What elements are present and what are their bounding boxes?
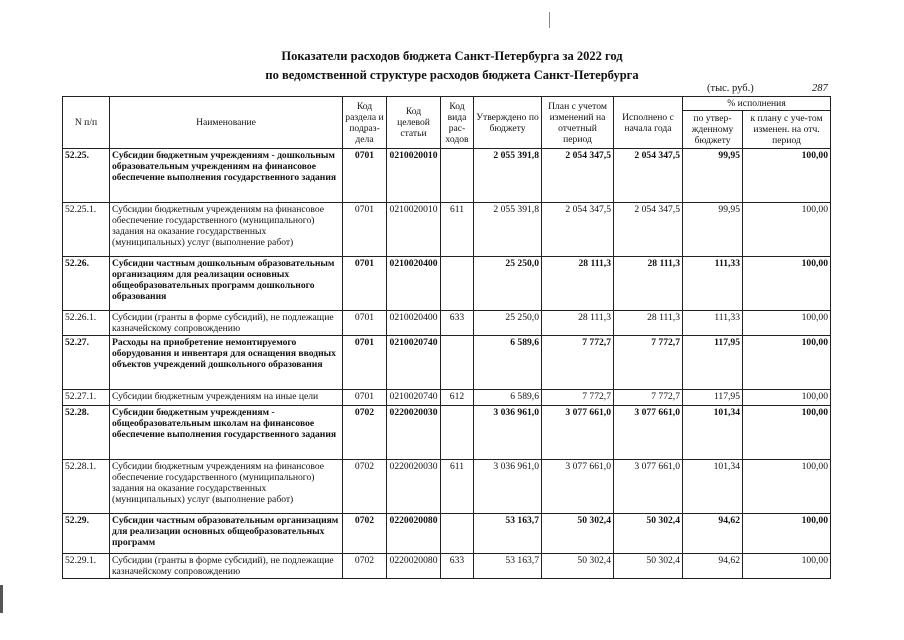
row-name: Субсидии бюджетным учреждениям на финансовое обеспечение государственного (муниципального) задания на оказание государственных (муниципальных) услуг (выполнение работ)	[110, 460, 343, 514]
row-pct-plan: 100,00	[743, 257, 831, 311]
row-section-code: 0701	[343, 203, 387, 257]
table-row	[63, 149, 831, 203]
row-target-code: 0220020080	[387, 514, 441, 554]
row-pct-budget: 94,62	[683, 554, 743, 579]
row-section-code: 0701	[343, 311, 387, 336]
row-expense-kind: 633	[441, 554, 474, 579]
row-target-code: 0220020030	[387, 406, 441, 460]
page-title: Показатели расходов бюджета Санкт-Петербурга за 2022 год	[281, 49, 623, 63]
row-target-code: 0210020010	[387, 203, 441, 257]
row-pct-budget: 101,34	[683, 460, 743, 514]
row-executed: 7 772,7	[614, 336, 683, 390]
row-pct-plan: 100,00	[743, 460, 831, 514]
row-approved: 2 055 391,8	[474, 203, 542, 257]
table-row	[63, 257, 831, 311]
row-executed: 28 111,3	[614, 257, 683, 311]
row-target-code: 0210020740	[387, 390, 441, 406]
table-row	[63, 203, 831, 257]
row-expense-kind	[441, 406, 474, 460]
row-expense-kind	[441, 514, 474, 554]
col-header-num: N п/п	[63, 97, 110, 149]
row-section-code: 0701	[343, 336, 387, 390]
row-pct-plan: 100,00	[743, 203, 831, 257]
row-plan: 28 111,3	[542, 257, 614, 311]
page-subtitle: по ведомственной структуре расходов бюджета Санкт-Петербурга	[265, 68, 639, 82]
row-approved: 3 036 961,0	[474, 406, 542, 460]
row-name: Субсидии бюджетным учреждениям на финансовое обеспечение государственного (муниципального) задания на оказание государственных (муниципальных) услуг (выполнение работ)	[110, 203, 343, 257]
row-num: 52.27.	[63, 336, 110, 390]
row-plan: 2 054 347,5	[542, 203, 614, 257]
row-section-code: 0701	[343, 257, 387, 311]
page-number: 287	[812, 83, 828, 94]
row-executed: 28 111,3	[614, 311, 683, 336]
row-section-code: 0702	[343, 460, 387, 514]
col-header-section: Код раздела и подраз-дела	[343, 97, 387, 149]
row-plan: 50 302,4	[542, 554, 614, 579]
row-section-code: 0701	[343, 390, 387, 406]
row-executed: 3 077 661,0	[614, 406, 683, 460]
row-num: 52.25.1.	[63, 203, 110, 257]
row-pct-plan: 100,00	[743, 554, 831, 579]
table-body	[63, 149, 831, 579]
row-approved: 53 163,7	[474, 554, 542, 579]
row-expense-kind	[441, 149, 474, 203]
row-executed: 7 772,7	[614, 390, 683, 406]
row-executed: 2 054 347,5	[614, 149, 683, 203]
row-executed: 2 054 347,5	[614, 203, 683, 257]
row-pct-budget: 111,33	[683, 311, 743, 336]
row-pct-budget: 111,33	[683, 257, 743, 311]
row-num: 52.26.	[63, 257, 110, 311]
col-header-executed: Исполнено с начала года	[614, 97, 683, 149]
row-pct-budget: 117,95	[683, 336, 743, 390]
row-plan: 7 772,7	[542, 390, 614, 406]
row-target-code: 0210020400	[387, 257, 441, 311]
row-name: Субсидии бюджетным учреждениям на иные цели	[110, 390, 343, 406]
col-header-plan: План с учетом изменений на отчетный период	[542, 97, 614, 149]
row-target-code: 0220020030	[387, 460, 441, 514]
row-executed: 3 077 661,0	[614, 460, 683, 514]
row-expense-kind: 611	[441, 203, 474, 257]
row-name: Субсидии (гранты в форме субсидий), не подлежащие казначейскому сопровождению	[110, 554, 343, 579]
row-section-code: 0702	[343, 554, 387, 579]
row-pct-budget: 117,95	[683, 390, 743, 406]
row-expense-kind	[441, 257, 474, 311]
row-expense-kind: 611	[441, 460, 474, 514]
table-row	[63, 311, 831, 336]
row-num: 52.27.1.	[63, 390, 110, 406]
row-pct-plan: 100,00	[743, 514, 831, 554]
units-label: (тыс. руб.)	[707, 83, 754, 94]
row-approved: 6 589,6	[474, 390, 542, 406]
row-num: 52.28.1.	[63, 460, 110, 514]
row-approved: 53 163,7	[474, 514, 542, 554]
table-row	[63, 554, 831, 579]
row-approved: 25 250,0	[474, 311, 542, 336]
col-header-percent: % исполнения	[683, 97, 831, 111]
row-expense-kind: 633	[441, 311, 474, 336]
row-section-code: 0702	[343, 514, 387, 554]
row-name: Субсидии частным дошкольным образовательным организациям для реализации основных общеобразовательных программ дошкольного образования	[110, 257, 343, 311]
row-num: 52.28.	[63, 406, 110, 460]
row-plan: 7 772,7	[542, 336, 614, 390]
row-plan: 3 077 661,0	[542, 460, 614, 514]
row-expense-kind	[441, 336, 474, 390]
table-row	[63, 460, 831, 514]
col-header-name: Наименование	[110, 97, 343, 149]
row-approved: 2 055 391,8	[474, 149, 542, 203]
table-row	[63, 336, 831, 390]
col-header-target: Код целевой статьи	[387, 97, 441, 149]
table-row	[63, 390, 831, 406]
table-row	[63, 514, 831, 554]
row-section-code: 0702	[343, 406, 387, 460]
row-pct-budget: 101,34	[683, 406, 743, 460]
row-plan: 3 077 661,0	[542, 406, 614, 460]
col-header-pct-budget: по утвер-жденному бюджету	[683, 111, 743, 149]
row-target-code: 0210020010	[387, 149, 441, 203]
row-target-code: 0210020400	[387, 311, 441, 336]
row-pct-budget: 99,95	[683, 203, 743, 257]
row-executed: 50 302,4	[614, 514, 683, 554]
row-target-code: 0220020080	[387, 554, 441, 579]
row-num: 52.26.1.	[63, 311, 110, 336]
row-approved: 6 589,6	[474, 336, 542, 390]
row-num: 52.29.	[63, 514, 110, 554]
row-pct-plan: 100,00	[743, 406, 831, 460]
col-header-approved: Утверждено по бюджету	[474, 97, 542, 149]
row-pct-plan: 100,00	[743, 311, 831, 336]
table-header	[63, 97, 831, 149]
row-name: Расходы на приобретение немонтируемого оборудования и инвентаря для оснащения вводных объектов учреждений дошкольного образования	[110, 336, 343, 390]
table-row	[63, 406, 831, 460]
row-executed: 50 302,4	[614, 554, 683, 579]
row-plan: 50 302,4	[542, 514, 614, 554]
row-pct-budget: 94,62	[683, 514, 743, 554]
scan-edge-mark	[0, 585, 3, 613]
row-approved: 3 036 961,0	[474, 460, 542, 514]
budget-table	[62, 96, 831, 579]
row-expense-kind: 612	[441, 390, 474, 406]
col-header-kind: Код вида рас-ходов	[441, 97, 474, 149]
row-plan: 2 054 347,5	[542, 149, 614, 203]
row-pct-plan: 100,00	[743, 336, 831, 390]
row-num: 52.29.1.	[63, 554, 110, 579]
row-name: Субсидии бюджетным учреждениям - дошкольным образовательным учреждениям на финансовое обеспечение выполнения государственного задания	[110, 149, 343, 203]
row-name: Субсидии бюджетным учреждениям - общеобразовательным школам на финансовое обеспечение выполнения государственного задания	[110, 406, 343, 460]
row-num: 52.25.	[63, 149, 110, 203]
row-pct-budget: 99,95	[683, 149, 743, 203]
row-target-code: 0210020740	[387, 336, 441, 390]
scan-mark	[549, 12, 550, 28]
row-approved: 25 250,0	[474, 257, 542, 311]
row-plan: 28 111,3	[542, 311, 614, 336]
row-section-code: 0701	[343, 149, 387, 203]
row-pct-plan: 100,00	[743, 390, 831, 406]
row-pct-plan: 100,00	[743, 149, 831, 203]
row-name: Субсидии (гранты в форме субсидий), не подлежащие казначейскому сопровождению	[110, 311, 343, 336]
row-name: Субсидии частным образовательным организациям для реализации основных общеобразовательных программ	[110, 514, 343, 554]
col-header-pct-plan: к плану с уче-том изменен. на отч. период	[743, 111, 831, 149]
